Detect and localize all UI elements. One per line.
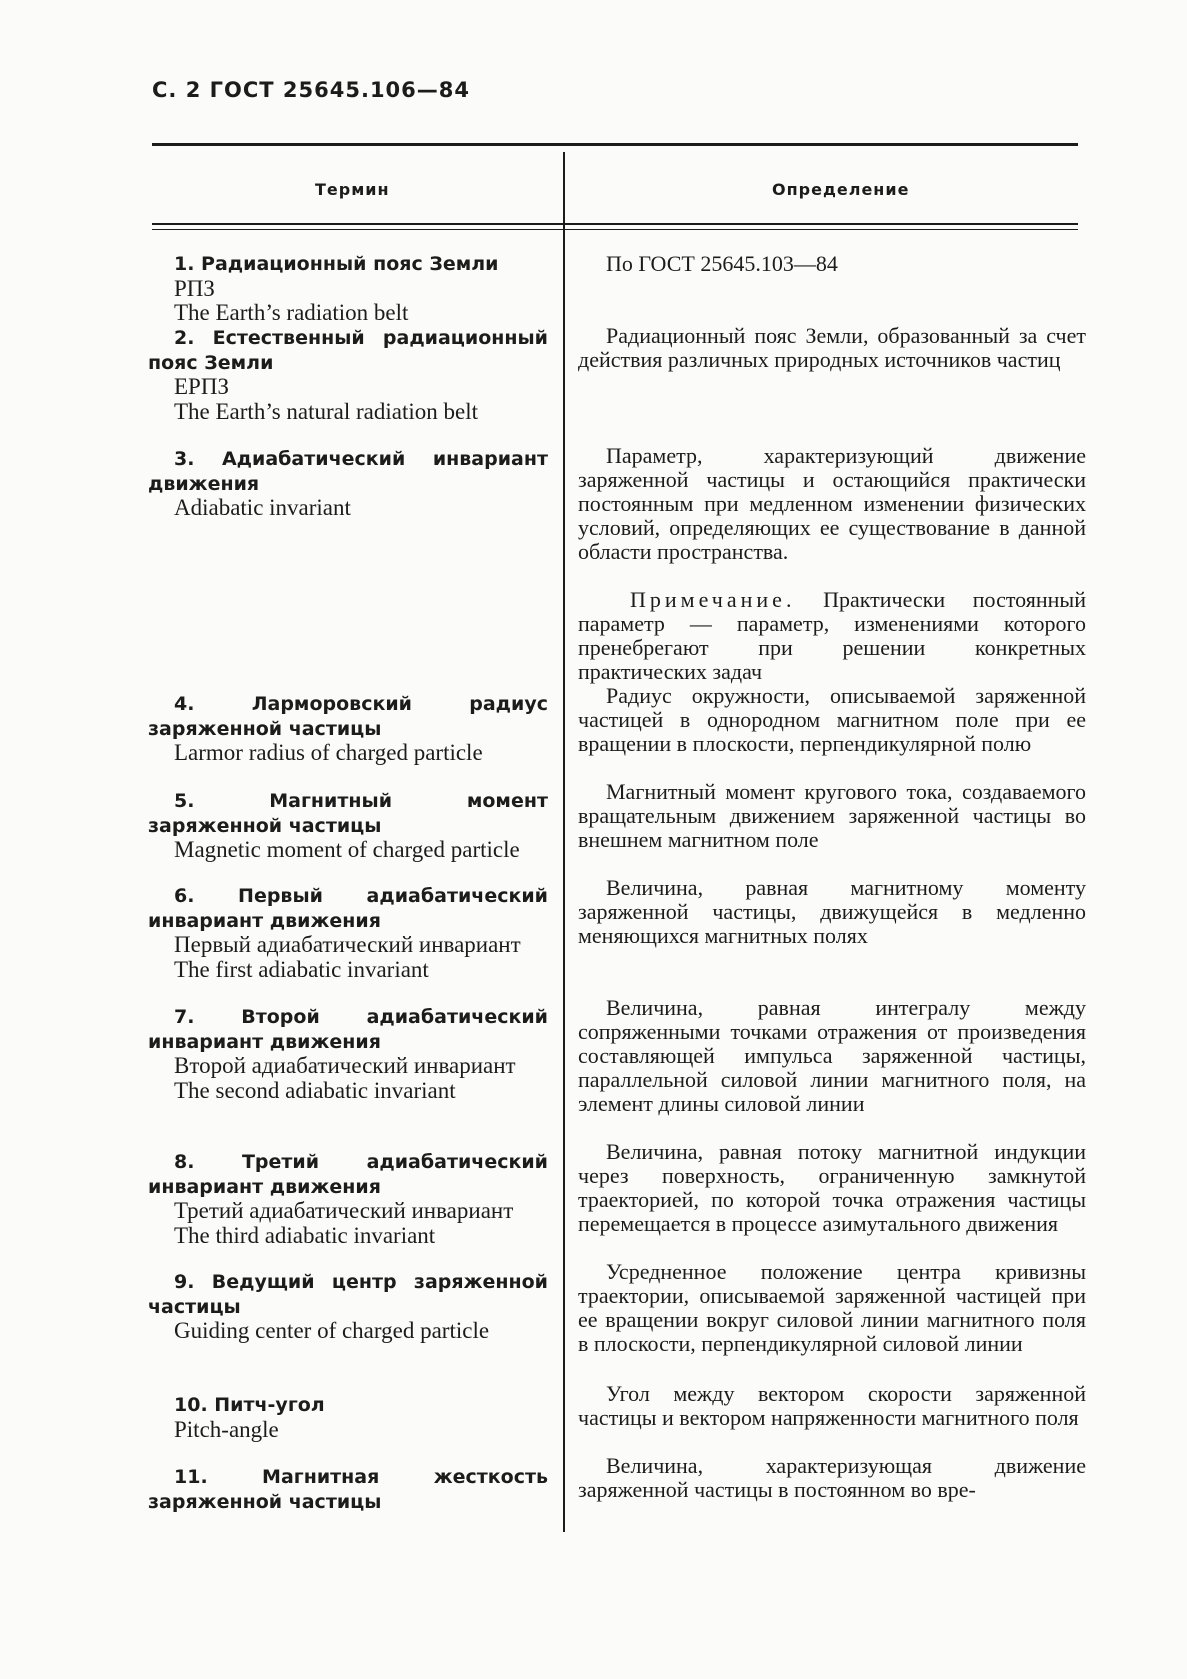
term-6	[148, 884, 548, 982]
definition-5: Магнитный момент кругового тока, создаваемого вращательным движением заряженной частицы во внешнем магнитном поле	[578, 779, 1086, 852]
term-title: 2. Естественный радиационный пояс Земли	[148, 327, 548, 374]
note-label: Примечание.	[630, 587, 796, 612]
term-english: The first adiabatic invariant	[174, 956, 429, 982]
definition-3-note	[578, 588, 1086, 684]
term-abbr: ЕРПЗ	[174, 374, 229, 399]
column-header-term: Термин	[315, 180, 390, 199]
term-5	[148, 789, 548, 863]
term-title: 1. Радиационный пояс Земли	[174, 253, 499, 275]
term-1	[148, 252, 548, 326]
term-11	[148, 1465, 548, 1514]
header-rule-thin	[152, 229, 1078, 230]
term-english: The third adiabatic invariant	[174, 1222, 436, 1248]
definition-11: Величина, характеризующая движение заряженной частицы в постоянном во вре-	[578, 1453, 1086, 1502]
definition-8: Величина, равная потоку магнитной индукции через поверхность, ограниченную замкнутой траекторией, по которой точка отражения частицы перемещается в процессе азимутального движения	[578, 1139, 1086, 1236]
term-2	[148, 326, 548, 424]
definition-1: По ГОСТ 25645.103—84	[606, 251, 838, 276]
definition-7: Величина, равная интегралу между сопряженными точками отражения от произведения составляющей импульса заряженной частицы, параллельной силовой линии магнитного поля, на элемент длины силовой линии	[578, 995, 1086, 1116]
page-header: С. 2 ГОСТ 25645.106—84	[152, 78, 470, 102]
term-10	[148, 1393, 548, 1442]
term-english: The Earth’s natural radiation belt	[174, 398, 478, 424]
term-abbr: РПЗ	[174, 275, 215, 301]
term-title: 4. Ларморовский радиус заряженной частицы	[148, 693, 548, 740]
term-8	[148, 1150, 548, 1248]
note-text: Практически постоянный параметр — параметр, изменениями которого пренебрегают при решении конкретных практических задач	[578, 587, 1086, 684]
definition-10: Угол между вектором скорости заряженной частицы и вектором напряженности магнитного поля	[578, 1381, 1086, 1430]
definition-3: Параметр, характеризующий движение заряженной частицы и остающийся практически постоянным при медленном изменении физических условий, определяющих ее существование в данной области пространства.	[578, 443, 1086, 564]
definition-6: Величина, равная магнитному моменту заряженной частицы, движущейся в медленно меняющихся магнитных полях	[578, 875, 1086, 948]
term-7	[148, 1005, 548, 1103]
term-english: Larmor radius of charged particle	[174, 740, 483, 765]
top-rule	[152, 143, 1078, 146]
term-title: 6. Первый адиабатический инвариант движения	[148, 885, 548, 932]
term-english: The Earth’s radiation belt	[174, 300, 409, 325]
term-title: 9. Ведущий центр заряженной частицы	[148, 1271, 548, 1318]
term-4	[148, 692, 548, 766]
definition-2: Радиационный пояс Земли, образованный за счет действия различных природных источников частиц	[578, 323, 1086, 372]
term-title: 10. Питч-угол	[174, 1394, 325, 1416]
term-title: 11. Магнитная жесткость заряженной частицы	[148, 1466, 548, 1513]
definition-4: Радиус окружности, описываемой заряженной частицей в однородном магнитном поле при ее вращении в плоскости, перпендикулярной полю	[578, 683, 1086, 756]
header-rule	[152, 223, 1078, 225]
column-divider	[563, 152, 565, 1532]
term-title: 3. Адиабатический инвариант движения	[148, 448, 548, 495]
term-english: The second adiabatic invariant	[174, 1077, 456, 1103]
term-title: 5. Магнитный момент заряженной частицы	[148, 790, 548, 837]
term-title: 7. Второй адиабатический инвариант движения	[148, 1006, 548, 1053]
column-header-definition: Определение	[772, 180, 910, 199]
term-abbr: Третий адиабатический инвариант	[174, 1198, 514, 1223]
term-english: Magnetic moment of charged particle	[174, 837, 520, 862]
definition-9: Усредненное положение центра кривизны траектории, описываемой заряженной частицей при ее вращении вокруг силовой линии магнитного поля в плоскости, перпендикулярной силовой линии	[578, 1259, 1086, 1356]
term-9	[148, 1270, 548, 1344]
term-title: 8. Третий адиабатический инвариант движения	[148, 1151, 548, 1198]
term-english: Adiabatic invariant	[174, 495, 351, 520]
term-english: Guiding center of charged particle	[174, 1318, 490, 1343]
term-abbr: Второй адиабатический инвариант	[174, 1053, 516, 1078]
term-english: Pitch-angle	[174, 1416, 279, 1442]
term-abbr: Первый адиабатический инвариант	[174, 932, 521, 957]
term-3	[148, 447, 548, 521]
